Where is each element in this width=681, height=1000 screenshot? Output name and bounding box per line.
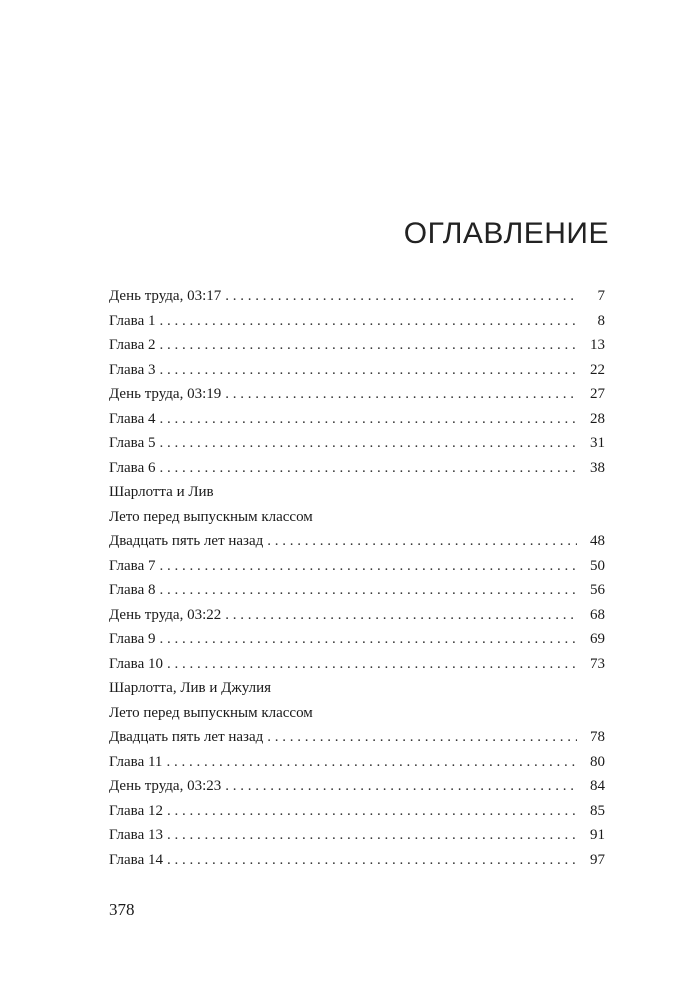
toc-entry-title: Глава 10	[109, 655, 163, 672]
toc-entry-page: 38	[590, 459, 605, 476]
toc-entry-12	[109, 578, 605, 603]
page-number: 378	[109, 900, 135, 919]
toc-entry-page: 85	[590, 802, 605, 819]
toc-entry-2	[109, 333, 605, 358]
dot-leader	[267, 725, 577, 750]
toc-entry-title: Глава 4	[109, 410, 156, 427]
toc-entry-7	[109, 456, 605, 481]
toc-entry-page: 69	[590, 631, 605, 647]
toc-entry-title: Глава 13	[109, 827, 163, 843]
toc-entry-title: День труда, 03:17	[109, 288, 222, 304]
toc-entry-1	[109, 309, 605, 334]
toc-entry-title: Глава 6	[109, 459, 156, 476]
dot-leader	[225, 774, 577, 799]
toc-entry-page: 56	[590, 582, 605, 598]
toc-entry-6	[109, 431, 605, 456]
toc-entry-page: 50	[590, 557, 605, 574]
dot-leader	[159, 431, 577, 456]
toc-entry-page: 84	[590, 778, 605, 794]
toc-entry-title: Глава 12	[109, 802, 163, 819]
toc-section-heading	[109, 676, 605, 701]
toc-section-heading	[109, 480, 605, 505]
toc-entry-22	[109, 823, 605, 848]
toc-entry-title: Двадцать пять лет назад	[109, 533, 264, 549]
toc-entry-title: День труда, 03:23	[109, 778, 222, 794]
dot-leader	[159, 456, 577, 481]
toc-entry-5	[109, 407, 605, 432]
dot-leader	[167, 848, 577, 873]
dot-leader	[159, 554, 577, 579]
toc-entry-title: Глава 7	[109, 557, 156, 574]
toc-entry-page: 7	[597, 288, 605, 304]
table-of-contents	[109, 284, 605, 872]
toc-entry-title: Глава 8	[109, 582, 156, 598]
toc-section-heading	[109, 505, 605, 530]
toc-entry-title: Шарлотта и Лив	[109, 484, 214, 500]
toc-entry-page: 48	[590, 533, 605, 549]
toc-entry-page: 78	[590, 729, 605, 745]
toc-entry-title: Лето перед выпускным классом	[109, 508, 313, 525]
toc-entry-title: Лето перед выпускным классом	[109, 704, 313, 721]
toc-entry-title: Глава 2	[109, 337, 156, 353]
toc-entry-19	[109, 750, 605, 775]
toc-entry-page: 22	[590, 361, 605, 378]
toc-entry-page: 13	[590, 337, 605, 353]
toc-section-heading	[109, 701, 605, 726]
toc-entry-page: 27	[590, 386, 605, 402]
dot-leader	[159, 309, 577, 334]
toc-entry-14	[109, 627, 605, 652]
toc-entry-page: 80	[590, 753, 605, 770]
toc-entry-page: 28	[590, 410, 605, 427]
dot-leader	[225, 284, 577, 309]
toc-entry-page: 31	[590, 435, 605, 451]
dot-leader	[167, 823, 577, 848]
dot-leader	[159, 407, 577, 432]
toc-entry-23	[109, 848, 605, 873]
toc-entry-page: 68	[590, 606, 605, 623]
toc-entry-3	[109, 358, 605, 383]
dot-leader	[167, 799, 577, 824]
toc-entry-page: 91	[590, 827, 605, 843]
toc-entry-title: Глава 5	[109, 435, 156, 451]
toc-entry-0	[109, 284, 605, 309]
toc-entry-title: Глава 14	[109, 851, 163, 868]
toc-entry-title: Глава 3	[109, 361, 156, 378]
toc-entry-page: 8	[597, 312, 605, 329]
dot-leader	[167, 652, 577, 677]
dot-leader	[225, 603, 577, 628]
dot-leader	[166, 750, 577, 775]
toc-entry-20	[109, 774, 605, 799]
toc-entry-15	[109, 652, 605, 677]
toc-entry-title: День труда, 03:22	[109, 606, 222, 623]
dot-leader	[159, 333, 577, 358]
toc-entry-title: Глава 9	[109, 631, 156, 647]
toc-entry-18	[109, 725, 605, 750]
dot-leader	[267, 529, 577, 554]
toc-heading: ОГЛАВЛЕНИЕ	[403, 217, 609, 250]
toc-entry-title: Глава 11	[109, 753, 163, 770]
dot-leader	[159, 578, 577, 603]
dot-leader	[159, 358, 577, 383]
toc-entry-4	[109, 382, 605, 407]
toc-entry-title: День труда, 03:19	[109, 386, 222, 402]
dot-leader	[159, 627, 577, 652]
toc-entry-title: Шарлотта, Лив и Джулия	[109, 680, 271, 696]
toc-entry-11	[109, 554, 605, 579]
toc-entry-10	[109, 529, 605, 554]
toc-entry-title: Двадцать пять лет назад	[109, 729, 264, 745]
dot-leader	[225, 382, 577, 407]
toc-entry-title: Глава 1	[109, 312, 156, 329]
toc-entry-21	[109, 799, 605, 824]
toc-entry-page: 97	[590, 851, 605, 868]
toc-entry-page: 73	[590, 655, 605, 672]
toc-entry-13	[109, 603, 605, 628]
